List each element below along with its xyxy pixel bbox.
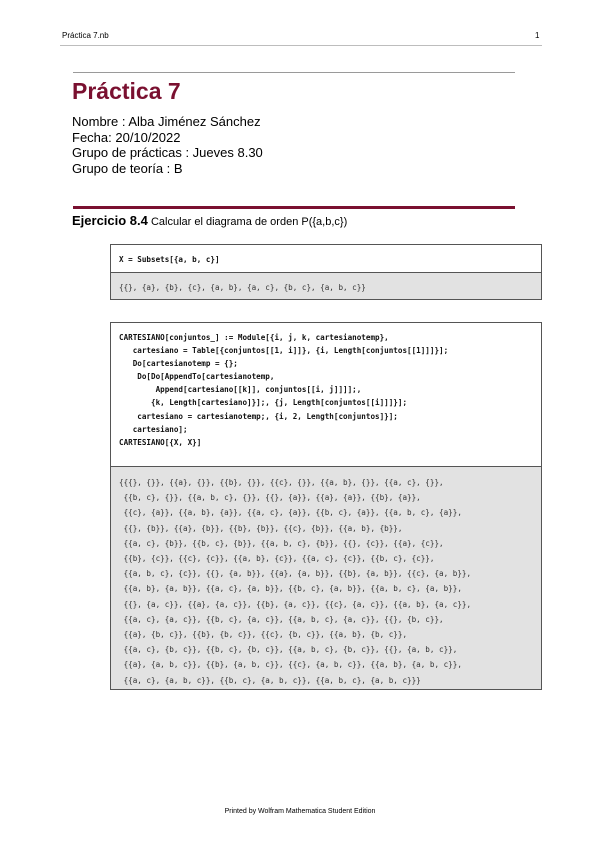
output-line: {{}, {a, c}}, {{a}, {a, c}}, {{b}, {a, c}}, {{c}, {a, c}}, {{a, b}, {a, c}}, (119, 599, 472, 609)
output-line: {{}, {a}, {b}, {c}, {a, b}, {a, c}, {b, c}, {a, b, c}} (119, 283, 366, 292)
code-line: Append[cartesiano[[k]], conjuntos[[i, j]]]];, (119, 385, 362, 395)
header-page-number: 1 (535, 31, 540, 40)
page-title: Práctica 7 (72, 78, 181, 104)
section-divider (73, 206, 515, 209)
cell-input[interactable] (111, 245, 541, 273)
output-line: {{a}, {b, c}}, {{b}, {b, c}}, {{c}, {b, c}}, {{a, b}, {b, c}}, (119, 630, 408, 640)
output-line: {{a}, {a, b, c}}, {{b}, {a, b, c}}, {{c}, {a, b, c}}, {{a, b}, {a, b, c}}, (119, 660, 462, 670)
output-line: {{a, c}, {b}}, {{b, c}, {b}}, {{a, b, c}, {b}}, {{}, {c}}, {{a}, {c}}, (119, 538, 444, 548)
header-divider (60, 45, 542, 46)
output-line: {{a, b, c}, {c}}, {{}, {a, b}}, {{a}, {a, b}}, {{b}, {a, b}}, {{c}, {a, b}}, (119, 569, 472, 579)
output-line: {{a, c}, {a, c}}, {{b, c}, {a, c}}, {{a, b, c}, {a, c}}, {{}, {b, c}}, (119, 614, 444, 624)
output-line: {{}, {b}}, {{a}, {b}}, {{b}, {b}}, {{c}, {b}}, {{a, b}, {b}}, (119, 523, 403, 533)
theory-group: Grupo de teoría : B (72, 160, 183, 176)
output-line: {{a, c}, {b, c}}, {{b, c}, {b, c}}, {{a, b, c}, {b, c}}, {{}, {a, b, c}}, (119, 645, 458, 655)
header-file-name: Práctica 7.nb (62, 31, 109, 40)
code-line: cartesiano = Table[{conjuntos[[1, i]]}, {i, Length[conjuntos[[1]]]}]; (119, 346, 449, 356)
cell-output (111, 467, 541, 689)
author-name: Nombre : Alba Jiménez Sánchez (72, 114, 261, 129)
exercise-heading (72, 213, 347, 228)
code-line: {k, Length[cartesiano]}];, {j, Length[conjuntos[[i]]]}]; (119, 398, 408, 408)
output-line: {{a, b}, {a, b}}, {{a, c}, {a, b}}, {{b, c}, {a, b}}, {{a, b, c}, {a, b}}, (119, 584, 462, 594)
code-line: cartesiano]; (119, 424, 188, 434)
print-footer: Printed by Wolfram Mathematica Student Edition (224, 808, 376, 815)
code-line: Do[Do[AppendTo[cartesianotemp, (119, 372, 275, 382)
exercise-number: Ejercicio 8.4 (72, 213, 148, 228)
code-line: CARTESIANO[conjuntos_] := Module[{i, j, k, cartesianotemp}, (119, 333, 389, 342)
title-divider (73, 72, 515, 73)
date-line: Fecha: 20/10/2022 (72, 129, 181, 145)
code-line: Do[cartesianotemp = {}; (119, 359, 238, 369)
author-info (72, 114, 263, 176)
exercise-description: Calcular el diagrama de orden P({a,b,c}) (150, 216, 348, 228)
output-line: {{b, c}, {}}, {{a, b, c}, {}}, {{}, {a}}, {{a}, {a}}, {{b}, {a}}, (119, 493, 421, 503)
notebook-cell-subsets[interactable] (110, 244, 542, 300)
cell-input[interactable] (111, 323, 541, 467)
code-line: X = Subsets[{a, b, c}] (119, 255, 220, 264)
code-line: CARTESIANO[{X, X}] (119, 437, 202, 447)
output-line: {{a, c}, {a, b, c}}, {{b, c}, {a, b, c}}, {{a, b, c}, {a, b, c}}} (119, 675, 421, 685)
cell-output (111, 273, 541, 299)
output-line: {{c}, {a}}, {{a, b}, {a}}, {{a, c}, {a}}, {{b, c}, {a}}, {{a, b, c}, {a}}, (119, 508, 462, 518)
notebook-cell-cartesiano[interactable] (110, 322, 542, 690)
code-line: cartesiano = cartesianotemp;, {i, 2, Length[conjuntos]}]; (119, 411, 398, 421)
output-line: {{b}, {c}}, {{c}, {c}}, {{a, b}, {c}}, {{a, c}, {c}}, {{b, c}, {c}}, (119, 554, 435, 564)
output-line: {{{}, {}}, {{a}, {}}, {{b}, {}}, {{c}, {}}, {{a, b}, {}}, {{a, c}, {}}, (119, 478, 444, 487)
practice-group: Grupo de prácticas : Jueves 8.30 (72, 145, 263, 160)
